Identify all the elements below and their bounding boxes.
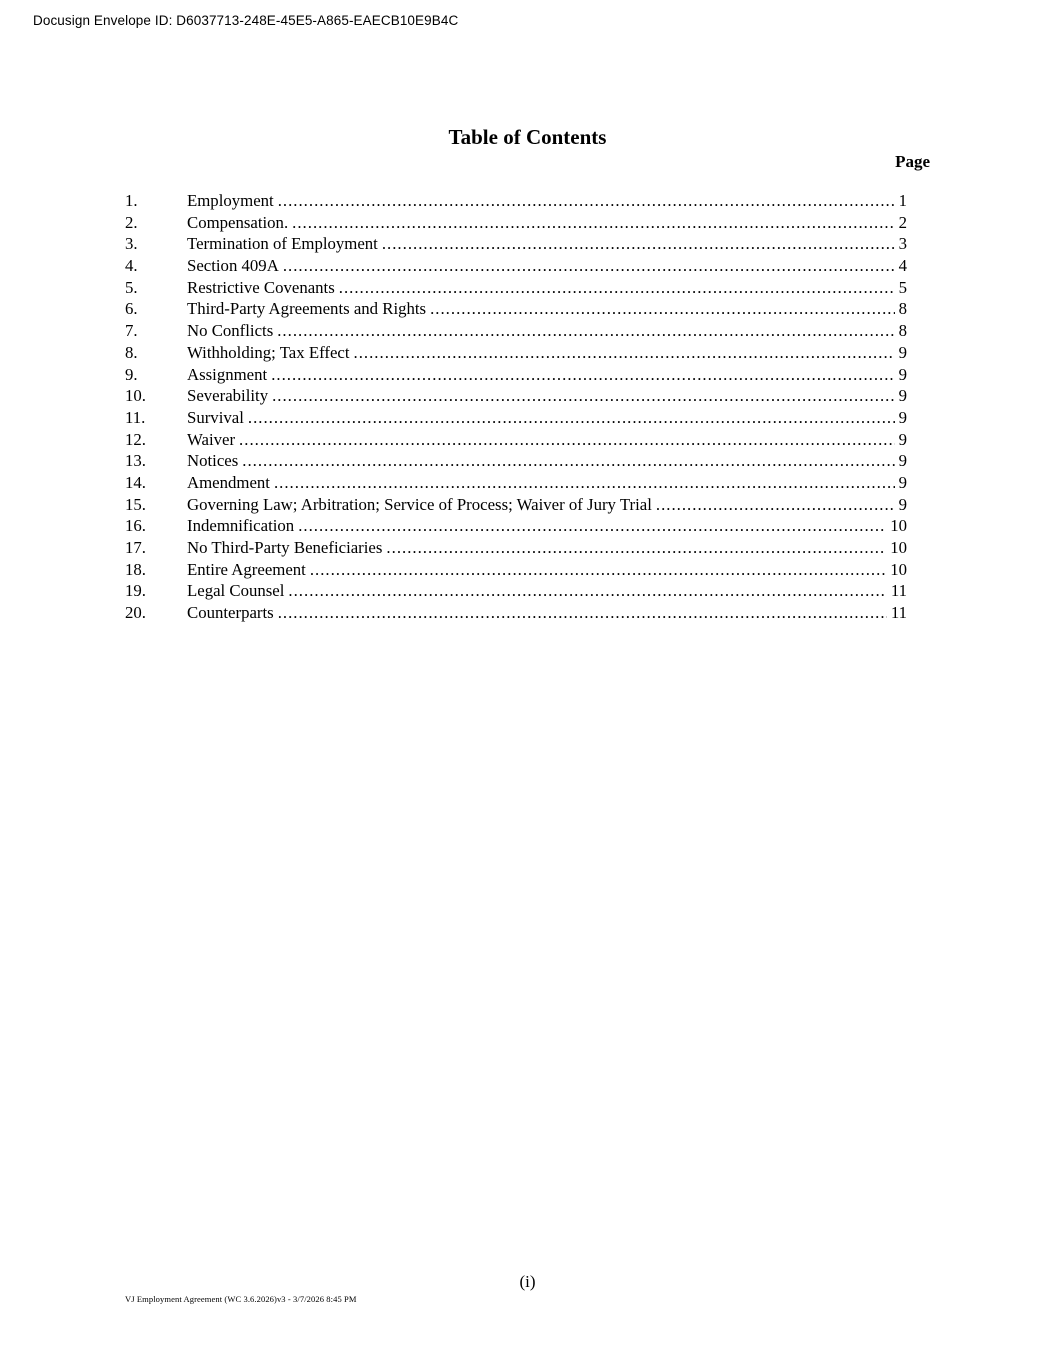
- toc-entry-page: 3: [898, 234, 907, 254]
- toc-entry-number: 10.: [125, 386, 146, 406]
- toc-dot-leader: [283, 255, 895, 277]
- toc-entry-number: 3.: [125, 234, 138, 254]
- toc-entry-page: 1: [898, 191, 907, 210]
- toc-dot-leader: [386, 537, 886, 559]
- toc-entry-page: 9: [898, 494, 907, 514]
- toc-entry-number: 5.: [125, 277, 138, 297]
- toc-dot-leader: [248, 407, 895, 429]
- toc-entry-title: No Third-Party Beneficiaries: [187, 538, 383, 557]
- toc-row: [125, 537, 907, 559]
- toc-entry-page: 9: [898, 429, 907, 449]
- toc-dot-leader: [288, 580, 886, 602]
- toc-entry-page: 8: [898, 299, 907, 319]
- toc-entry-title: Third-Party Agreements and Rights: [187, 299, 427, 319]
- toc-dot-leader: [272, 385, 895, 407]
- toc-entry-page: 9: [898, 364, 907, 384]
- toc-row: [125, 385, 907, 407]
- toc-entry-number: 8.: [125, 342, 138, 362]
- toc-entry-page: 9: [898, 342, 907, 362]
- toc-row: [125, 233, 907, 255]
- toc-row: [125, 494, 907, 516]
- toc-row: [125, 298, 907, 320]
- toc-entry-title: No Conflicts: [187, 321, 274, 341]
- toc-entry-page: 9: [898, 451, 907, 471]
- toc-entry-title: Governing Law; Arbitration; Service of Process; Waiver of Jury Trial: [187, 494, 652, 514]
- toc-entry-number: 18.: [125, 559, 146, 579]
- page-column-label: Page: [895, 152, 930, 171]
- toc-entry-number: 12.: [125, 429, 146, 449]
- toc-entry-number: 16.: [125, 516, 146, 536]
- toc-row: [125, 407, 907, 429]
- toc-entry-number: 17.: [125, 538, 146, 557]
- toc-row: [125, 515, 907, 537]
- toc-entry-title: Termination of Employment: [187, 234, 378, 254]
- toc-row: [125, 255, 907, 277]
- toc-dot-leader: [298, 515, 886, 537]
- toc-dot-leader: [339, 277, 895, 299]
- toc-entry-title: Withholding; Tax Effect: [187, 342, 350, 362]
- toc-row: [125, 364, 907, 386]
- toc-entry-number: 6.: [125, 299, 138, 319]
- docusign-envelope-id: Docusign Envelope ID: D6037713-248E-45E5-A865-EAECB10E9B4C: [33, 13, 459, 28]
- toc-dot-leader: [278, 602, 887, 624]
- toc-dot-leader: [239, 429, 895, 451]
- toc-dot-leader: [271, 364, 894, 386]
- toc-entry-number: 2.: [125, 212, 138, 232]
- toc-entry-title: Indemnification: [187, 516, 295, 536]
- toc-entry-title: Notices: [187, 451, 239, 471]
- toc-entry-page: 4: [898, 256, 907, 276]
- toc-dot-leader: [292, 212, 894, 234]
- toc-entry-number: 4.: [125, 256, 138, 276]
- toc-dot-leader: [430, 298, 895, 320]
- toc-entry-page: 10: [890, 559, 907, 579]
- toc-entry-number: 15.: [125, 494, 146, 514]
- toc-entry-page: 9: [898, 407, 907, 427]
- toc-row: [125, 559, 907, 581]
- toc-entry-number: 13.: [125, 451, 146, 471]
- toc-entry-page: 5: [898, 277, 907, 297]
- toc-title: Table of Contents: [448, 125, 607, 149]
- toc-row: [125, 212, 907, 234]
- toc-dot-leader: [354, 342, 895, 364]
- toc-dot-leader: [310, 559, 886, 581]
- toc-entry-title: Section 409A: [187, 256, 279, 276]
- toc-entry-title: Counterparts: [187, 603, 274, 623]
- toc-entry-title: Survival: [187, 407, 244, 427]
- toc-row: [125, 277, 907, 299]
- toc-entry-title: Employment: [187, 191, 274, 210]
- toc-entry-number: 20.: [125, 603, 146, 623]
- toc-entry-page: 11: [890, 603, 907, 623]
- toc-list: [125, 190, 907, 624]
- toc-row: [125, 472, 907, 494]
- toc-row: [125, 580, 907, 602]
- toc-dot-leader: [656, 494, 895, 516]
- toc-entry-number: 9.: [125, 364, 138, 384]
- toc-entry-number: 1.: [125, 191, 138, 210]
- toc-entry-page: 2: [898, 212, 907, 232]
- toc-row: [125, 429, 907, 451]
- toc-entry-page: 10: [890, 516, 907, 536]
- footer-doc-info: VJ Employment Agreement (WC 3.6.2026)v3 - 3/7/2026 8:45 PM: [125, 1294, 357, 1304]
- toc-dot-leader: [242, 450, 894, 472]
- toc-entry-page: 11: [890, 581, 907, 601]
- toc-entry-page: 9: [898, 386, 907, 406]
- toc-dot-leader: [277, 320, 894, 342]
- toc-dot-leader: [382, 233, 895, 255]
- footer-page-number: (i): [519, 1272, 536, 1291]
- toc-entry-page: 8: [898, 321, 907, 341]
- toc-entry-number: 7.: [125, 321, 138, 341]
- toc-dot-leader: [278, 190, 895, 212]
- toc-dot-leader: [274, 472, 895, 494]
- toc-row: [125, 190, 907, 212]
- toc-row: [125, 320, 907, 342]
- toc-row: [125, 450, 907, 472]
- toc-entry-title: Entire Agreement: [187, 559, 306, 579]
- toc-row: [125, 602, 907, 624]
- toc-entry-title: Waiver: [187, 429, 236, 449]
- toc-entry-number: 19.: [125, 581, 146, 601]
- toc-entry-number: 11.: [125, 407, 146, 427]
- toc-entry-page: 10: [890, 538, 907, 557]
- toc-entry-title: Severability: [187, 386, 269, 406]
- toc-entry-title: Compensation.: [187, 212, 289, 232]
- toc-entry-number: 14.: [125, 472, 146, 492]
- toc-row: [125, 342, 907, 364]
- toc-entry-title: Amendment: [187, 472, 270, 492]
- toc-entry-title: Restrictive Covenants: [187, 277, 335, 297]
- toc-entry-title: Assignment: [187, 364, 268, 384]
- toc-entry-title: Legal Counsel: [187, 581, 285, 601]
- toc-entry-page: 9: [898, 472, 907, 492]
